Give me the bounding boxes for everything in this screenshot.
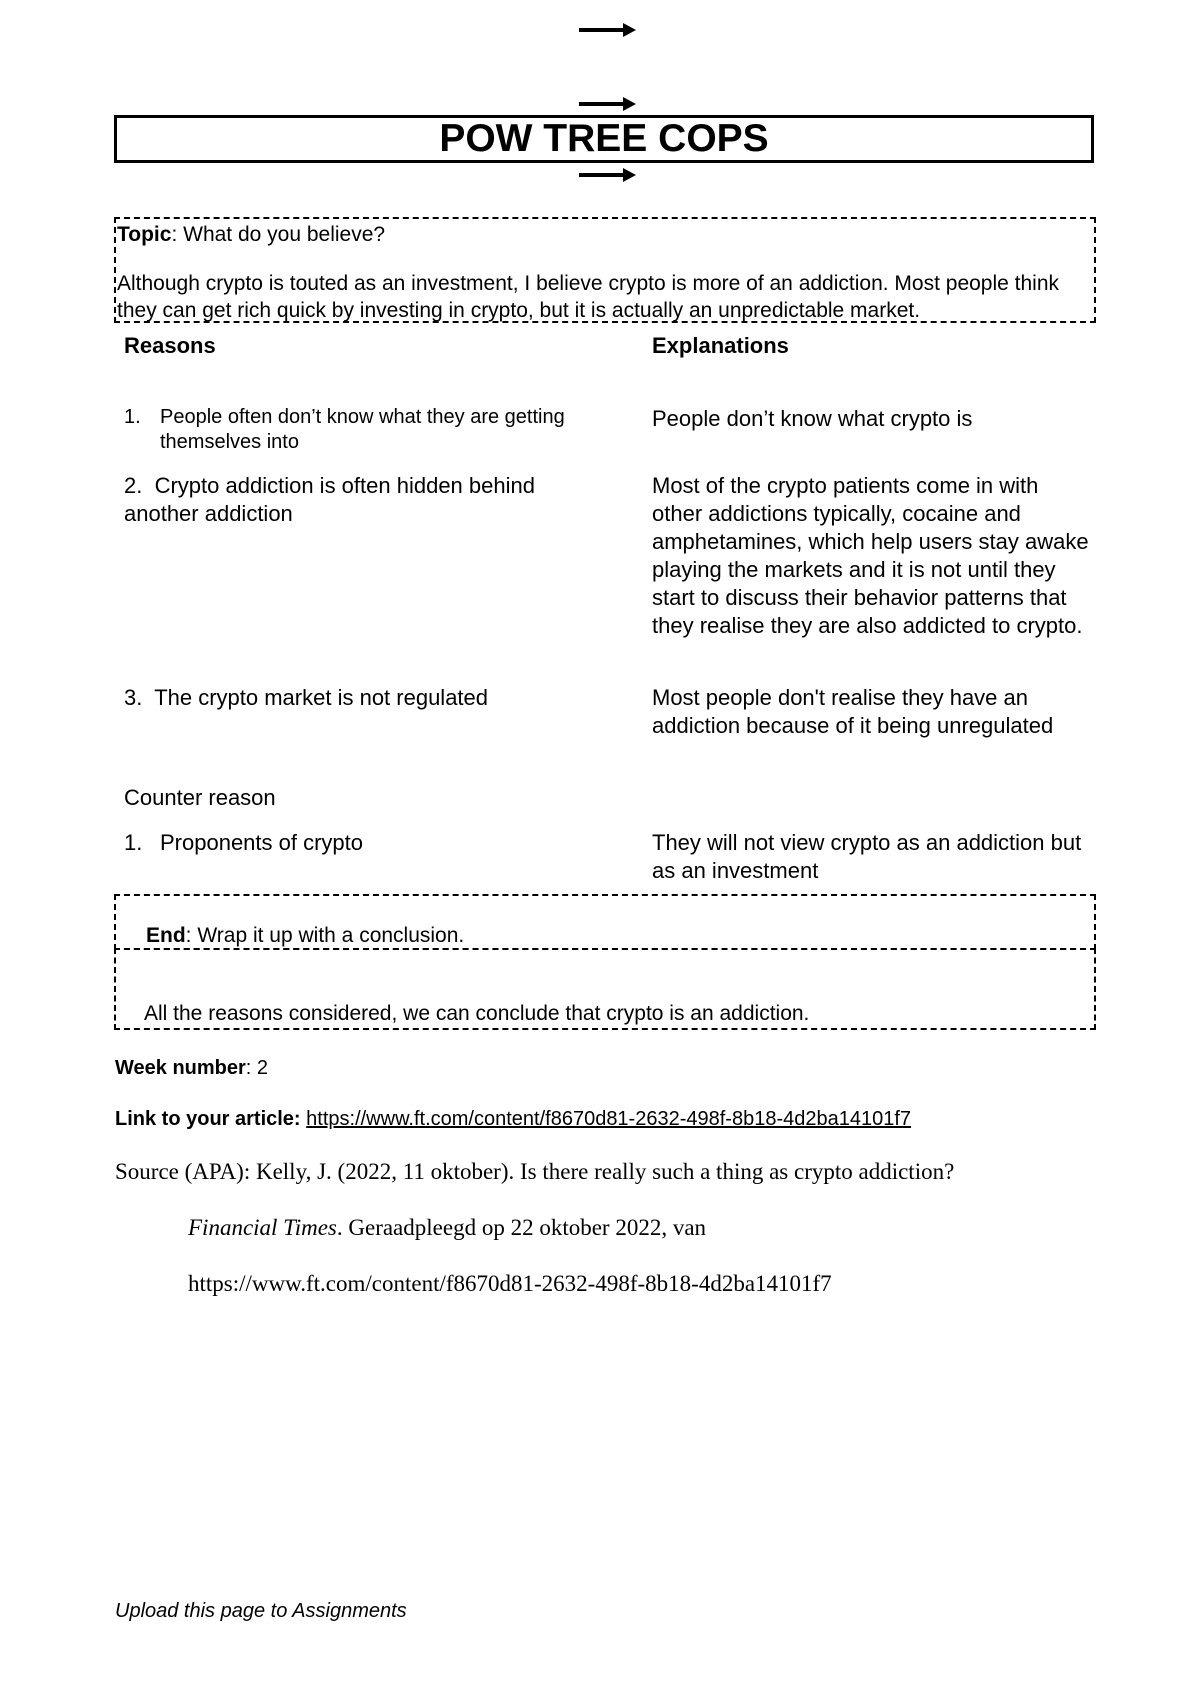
week-value: : 2 [245,1057,269,1079]
week-label: Week number [115,1057,246,1079]
topic-statement: Although crypto is touted as an investment, I believe crypto is more of an addiction. Most people think they can get rich quick by investing in crypto, but it is actually an unpredictable market. [117,272,1060,322]
article-link[interactable]: https://www.ft.com/content/f8670d81-2632-498f-8b18-4d2ba14101f7 [306,1108,912,1130]
reason-number: 3. [124,685,143,710]
explanation-text: Most of the crypto patients come in with other addictions typically, cocaine and amphetamines, which help users stay awake playing the markets and it is not until they start to discuss their behavior patterns that they realise they are also addicted to crypto. [652,473,1089,638]
reason-item [124,472,574,528]
source-url: https://www.ft.com/content/f8670d81-2632-498f-8b18-4d2ba14101f7 [188,1271,832,1296]
conclusion-box [114,948,1096,1030]
explanation-text: People don’t know what crypto is [652,406,973,431]
counter-explanation-text: They will not view crypto as an addiction but as an investment [652,830,1082,883]
end-label: End [146,924,186,947]
topic-line [117,221,1093,248]
article-link-row [115,1108,911,1131]
arrow-right-icon [579,168,636,182]
explanation-text: Most people don't realise they have an addiction because of it being unregulated [652,685,1054,738]
arrow-right-icon [579,23,636,37]
end-box [114,894,1096,950]
reasons-header: Reasons [124,333,216,358]
page-title: POW TREE COPS [114,115,1094,163]
footer-note: Upload this page to Assignments [115,1600,407,1622]
topic-box [114,217,1096,323]
source-line-2 [188,1215,706,1241]
counter-reason-item [124,829,574,857]
arrow-right-icon [579,97,636,111]
counter-reason-text: Proponents of crypto [160,830,364,855]
counter-reason-number: 1. [124,830,143,855]
end-prompt: : Wrap it up with a conclusion. [185,924,465,947]
reason-item [124,684,574,712]
source-line-1: Source (APA): Kelly, J. (2022, 11 oktober). Is there really such a thing as crypto addiction? [115,1159,955,1184]
topic-label: Topic [117,223,172,246]
source-accessed: . Geraadpleegd op 22 oktober 2022, van [336,1215,707,1240]
reason-item [124,405,574,455]
article-label: Link to your article: [115,1108,301,1130]
reason-number: 1. [124,406,141,428]
reason-number: 2. [124,473,143,498]
week-number [115,1057,268,1080]
counter-reason-heading: Counter reason [124,785,276,810]
reason-text: The crypto market is not regulated [154,685,489,710]
explanations-header: Explanations [652,333,789,358]
source-journal: Financial Times [188,1215,337,1240]
end-line [146,924,464,948]
reason-text: Crypto addiction is often hidden behind another addiction [124,473,535,526]
conclusion-text: All the reasons considered, we can conclude that crypto is an addiction. [144,1002,810,1025]
topic-prompt: : What do you believe? [171,223,386,246]
reason-text: People often don’t know what they are getting themselves into [160,406,565,453]
